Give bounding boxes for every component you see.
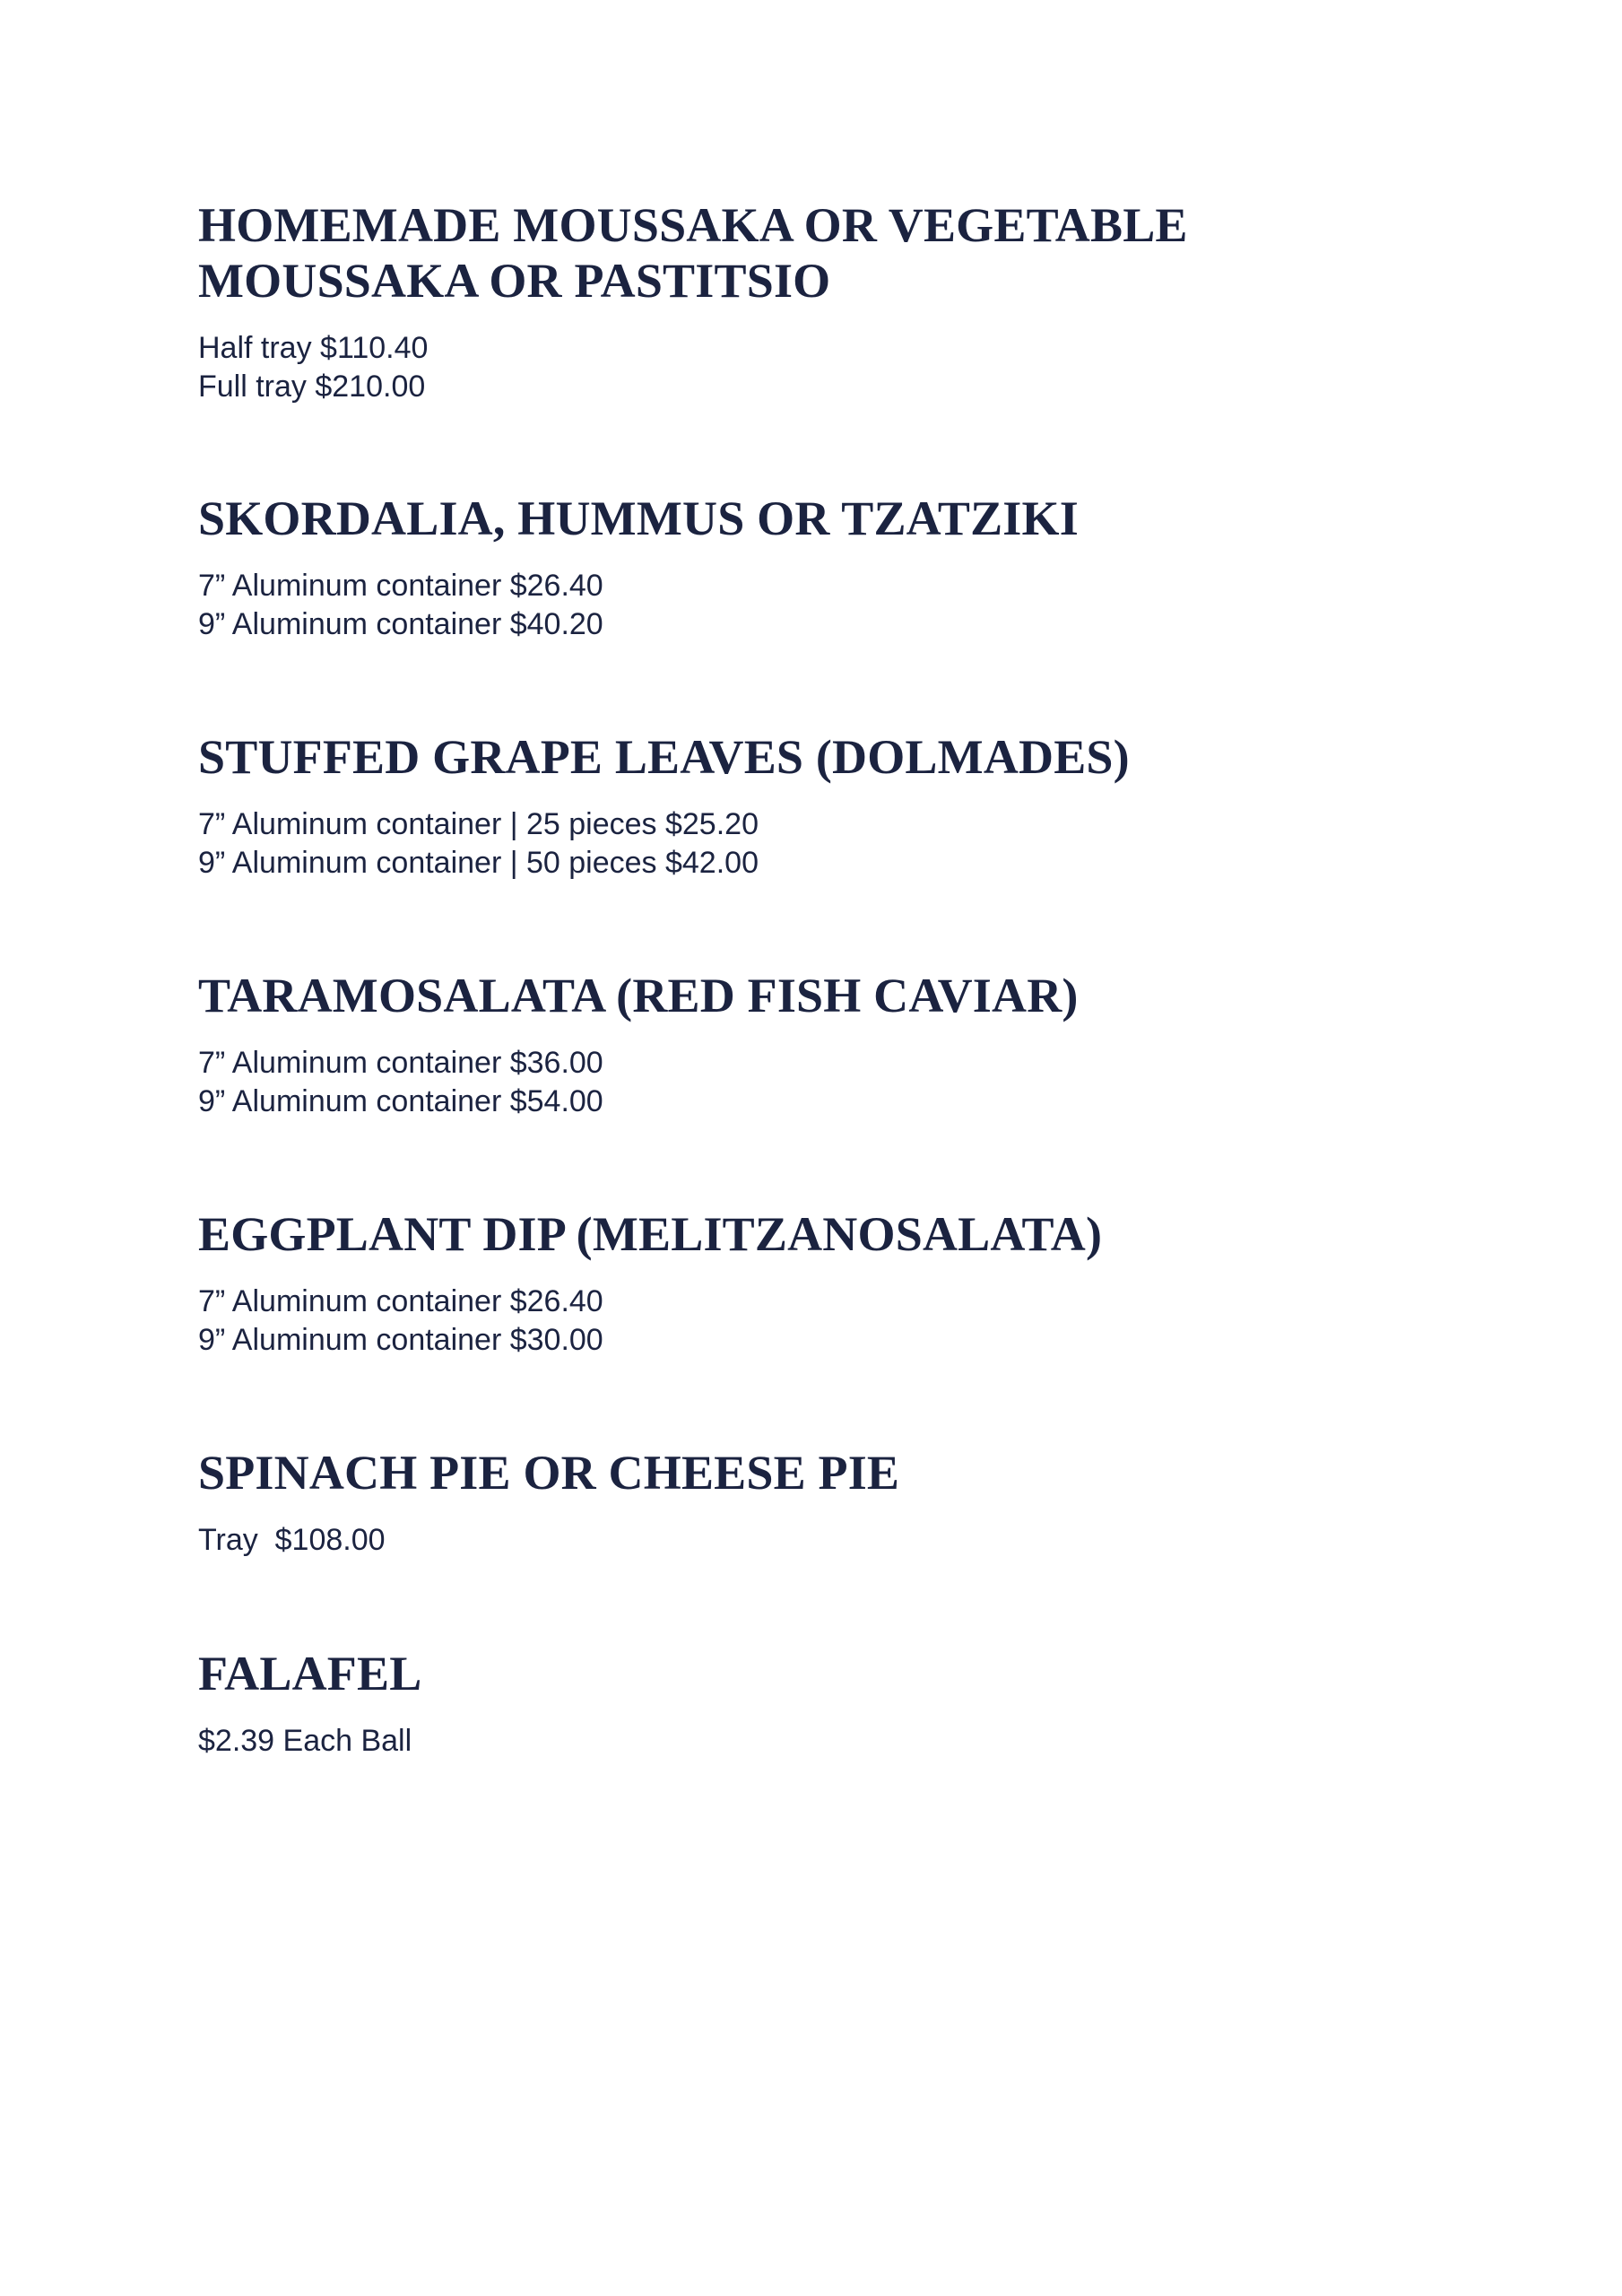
menu-item-title: SKORDALIA, HUMMUS OR TZATZIKI [198, 491, 1079, 545]
menu-item-prices [198, 1044, 1453, 1121]
price-line: 9” Aluminum container $30.00 [198, 1323, 603, 1357]
price-line: 9” Aluminum container $54.00 [198, 1084, 603, 1118]
price-line: 7” Aluminum container $26.40 [198, 569, 603, 603]
menu-item-title: TARAMOSALATA (RED FISH CAVIAR) [198, 969, 1079, 1022]
price-line: Full tray $210.00 [198, 370, 426, 404]
menu-item-title: EGGPLANT DIP (MELITZANOSALATA) [198, 1207, 1103, 1261]
menu-item-prices [198, 1283, 1453, 1360]
price-line: $2.39 Each Ball [198, 1724, 412, 1758]
price-line: 7” Aluminum container | 25 pieces $25.20 [198, 807, 759, 841]
price-line: 7” Aluminum container $36.00 [198, 1046, 603, 1080]
price-line: 7” Aluminum container $26.40 [198, 1284, 603, 1318]
menu-item-eggplant-dip [198, 1206, 1453, 1360]
menu-item-spinach-pie [198, 1445, 1453, 1560]
price-line: Tray $108.00 [198, 1523, 386, 1557]
menu-item-title: HOMEMADE MOUSSAKA OR VEGETABLE MOUSSAKA OR PASTITSIO [198, 198, 1188, 308]
price-line: 9” Aluminum container | 50 pieces $42.00 [198, 846, 759, 880]
menu-list [198, 197, 1453, 1761]
menu-item-prices [198, 1722, 1453, 1761]
menu-item-prices [198, 805, 1453, 883]
price-line: Half tray $110.40 [198, 331, 429, 365]
menu-item-prices [198, 329, 1453, 406]
menu-item-prices [198, 567, 1453, 644]
menu-item-title: STUFFED GRAPE LEAVES (DOLMADES) [198, 730, 1130, 784]
menu-item-taramosalata [198, 968, 1453, 1121]
menu-item-falafel [198, 1646, 1453, 1761]
menu-item-dolmades [198, 729, 1453, 883]
price-line: 9” Aluminum container $40.20 [198, 607, 603, 641]
menu-item-prices [198, 1521, 1453, 1560]
menu-item-skordalia [198, 491, 1453, 644]
menu-item-moussaka [198, 197, 1453, 406]
menu-item-title: FALAFEL [198, 1647, 422, 1700]
menu-item-title: SPINACH PIE OR CHEESE PIE [198, 1446, 900, 1500]
